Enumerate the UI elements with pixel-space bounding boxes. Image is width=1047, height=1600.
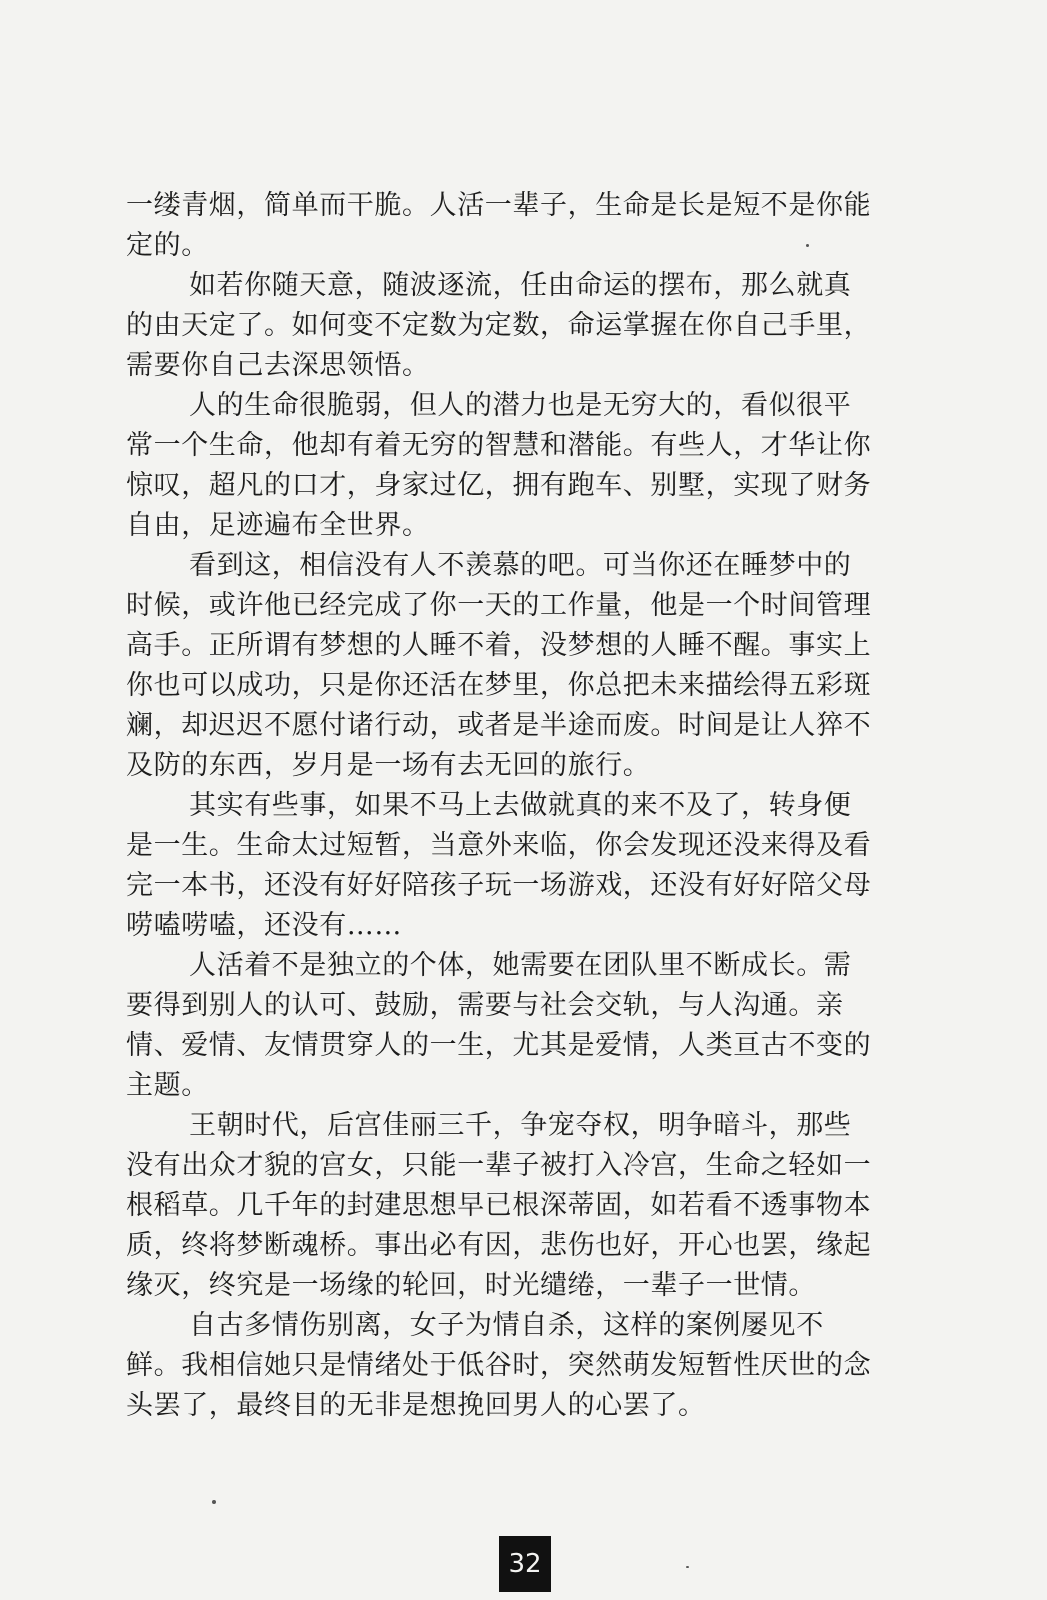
text-line: 要得到别人的认可、鼓励，需要与社会交轨，与人沟通。亲 bbox=[126, 990, 844, 1021]
text-line: 高手。正所谓有梦想的人睡不着，没梦想的人睡不醒。事实上 bbox=[126, 630, 872, 661]
text-line: 时候，或许他已经完成了你一天的工作量，他是一个时间管理 bbox=[126, 590, 872, 621]
scan-speck bbox=[212, 1500, 216, 1504]
text-line: 人的生命很脆弱，但人的潜力也是无穷大的，看似很平 bbox=[189, 390, 852, 421]
text-line: 王朝时代，后宫佳丽三千，争宠夺权，明争暗斗，那些 bbox=[189, 1110, 852, 1141]
scan-speck bbox=[686, 1566, 689, 1568]
text-line: 鲜。我相信她只是情绪处于低谷时，突然萌发短暂性厌世的念 bbox=[126, 1350, 872, 1381]
text-line: 一缕青烟，简单而干脆。人活一辈子，生命是长是短不是你能 bbox=[126, 190, 872, 221]
text-line: 自古多情伤别离，女子为情自杀，这样的案例屡见不 bbox=[189, 1310, 824, 1341]
text-line: 自由，足迹遍布全世界。 bbox=[126, 510, 430, 541]
text-line: 惊叹，超凡的口才，身家过亿，拥有跑车、别墅，实现了财务 bbox=[126, 470, 872, 501]
text-line: 其实有些事，如果不马上去做就真的来不及了，转身便 bbox=[189, 790, 852, 821]
text-line: 人活着不是独立的个体，她需要在团队里不断成长。需 bbox=[189, 950, 852, 981]
text-line: 根稻草。几千年的封建思想早已根深蒂固，如若看不透事物本 bbox=[126, 1190, 872, 1221]
text-line: 唠嗑唠嗑，还没有…… bbox=[126, 910, 402, 941]
text-line: 没有出众才貌的宫女，只能一辈子被打入冷宫，生命之轻如一 bbox=[126, 1150, 872, 1181]
text-line: 主题。 bbox=[126, 1070, 209, 1101]
text-line: 完一本书，还没有好好陪孩子玩一场游戏，还没有好好陪父母 bbox=[126, 870, 872, 901]
text-line: 斓，却迟迟不愿付诸行动，或者是半途而废。时间是让人猝不 bbox=[126, 710, 872, 741]
page-number: 32 bbox=[499, 1536, 551, 1592]
text-line: 需要你自己去深思领悟。 bbox=[126, 350, 430, 381]
text-line: 如若你随天意，随波逐流，任由命运的摆布，那么就真 bbox=[189, 270, 852, 301]
text-line: 质，终将梦断魂桥。事出必有因，悲伤也好，开心也罢，缘起 bbox=[126, 1230, 872, 1261]
text-line: 的由天定了。如何变不定数为定数，命运掌握在你自己手里， bbox=[126, 310, 872, 341]
text-line: 看到这，相信没有人不羡慕的吧。可当你还在睡梦中的 bbox=[189, 550, 852, 581]
text-line: 情、爱情、友情贯穿人的一生，尤其是爱情，人类亘古不变的 bbox=[126, 1030, 872, 1061]
text-line: 你也可以成功，只是你还活在梦里，你总把未来描绘得五彩斑 bbox=[126, 670, 872, 701]
text-line: 常一个生命，他却有着无穷的智慧和潜能。有些人，才华让你 bbox=[126, 430, 872, 461]
text-line: 缘灭，终究是一场缘的轮回，时光缱绻，一辈子一世情。 bbox=[126, 1270, 816, 1301]
text-line: 是一生。生命太过短暂，当意外来临，你会发现还没来得及看 bbox=[126, 830, 872, 861]
text-line: 及防的东西，岁月是一场有去无回的旅行。 bbox=[126, 750, 651, 781]
text-line: 定的。 bbox=[126, 230, 209, 261]
body-text bbox=[126, 186, 926, 1426]
text-line: 头罢了，最终目的无非是想挽回男人的心罢了。 bbox=[126, 1390, 706, 1421]
